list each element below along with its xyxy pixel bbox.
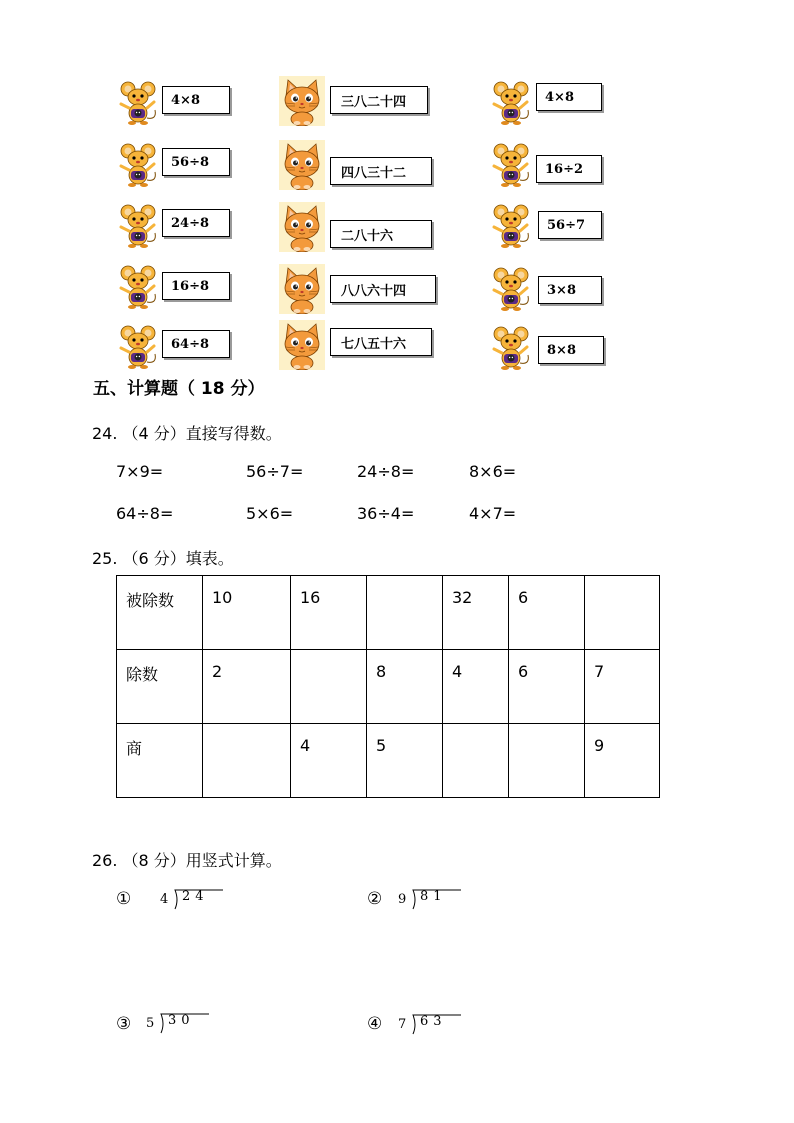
table-row-dividend	[117, 576, 660, 650]
table-row-quotient	[117, 724, 660, 798]
question-26-title: 26. （8 分）用竖式计算。	[92, 851, 282, 870]
left-expression-box[interactable]: 64÷8	[162, 330, 230, 358]
mouse-icon	[490, 142, 532, 188]
divisor: 4	[160, 892, 169, 907]
table-cell[interactable]: 6	[509, 576, 585, 650]
row-header-dividend: 被除数	[117, 576, 203, 650]
mouse-icon	[117, 203, 159, 249]
match-row	[0, 262, 794, 312]
calc-item: 5×6=	[246, 504, 294, 523]
right-expression-box[interactable]: 3×8	[538, 276, 602, 304]
cat-icon	[279, 320, 325, 370]
calc-item: 24÷8=	[357, 462, 415, 481]
mouse-icon	[490, 325, 532, 371]
divisor: 7	[398, 1017, 407, 1032]
middle-rhyme-box[interactable]: 八八六十四	[330, 275, 436, 303]
dividend: 30	[168, 1013, 195, 1028]
calc-item: 56÷7=	[246, 462, 304, 481]
table-cell[interactable]: 4	[443, 650, 509, 724]
mouse-icon	[490, 266, 532, 312]
table-cell[interactable]: 16	[291, 576, 367, 650]
problem-label: ③	[116, 1014, 132, 1034]
table-cell[interactable]	[367, 576, 443, 650]
cat-icon	[279, 76, 325, 126]
calc-item: 64÷8=	[116, 504, 174, 523]
calc-item: 8×6=	[469, 462, 517, 481]
division-table	[116, 575, 660, 798]
calc-item: 36÷4=	[357, 504, 415, 523]
table-cell[interactable]: 32	[443, 576, 509, 650]
problem-label: ④	[367, 1014, 383, 1034]
left-expression-box[interactable]: 16÷8	[162, 272, 230, 300]
table-cell[interactable]: 2	[203, 650, 291, 724]
middle-rhyme-box[interactable]: 四八三十二	[330, 157, 432, 185]
table-cell[interactable]: 4	[291, 724, 367, 798]
cat-icon	[279, 264, 325, 314]
table-cell[interactable]	[585, 576, 660, 650]
cat-icon	[279, 140, 325, 190]
right-expression-box[interactable]: 4×8	[536, 83, 602, 111]
calc-item: 7×9=	[116, 462, 164, 481]
table-cell[interactable]: 8	[367, 650, 443, 724]
section-title: 五、计算题（ 18 分）	[93, 379, 265, 399]
dividend: 63	[420, 1014, 447, 1029]
match-row	[0, 320, 794, 370]
left-expression-box[interactable]: 24÷8	[162, 209, 230, 237]
table-cell[interactable]	[203, 724, 291, 798]
right-expression-box[interactable]: 16÷2	[536, 155, 602, 183]
left-expression-box[interactable]: 4×8	[162, 86, 230, 114]
middle-rhyme-box[interactable]: 七八五十六	[330, 328, 432, 356]
mouse-icon	[490, 203, 532, 249]
mouse-icon	[117, 264, 159, 310]
table-cell[interactable]: 5	[367, 724, 443, 798]
table-cell[interactable]	[443, 724, 509, 798]
divisor: 9	[398, 892, 407, 907]
table-cell[interactable]	[291, 650, 367, 724]
question-24-title: 24. （4 分）直接写得数。	[92, 424, 282, 443]
right-expression-box[interactable]: 56÷7	[538, 211, 602, 239]
table-cell[interactable]: 6	[509, 650, 585, 724]
problem-label: ①	[116, 889, 132, 909]
mouse-icon	[117, 324, 159, 370]
problem-label: ②	[367, 889, 383, 909]
mouse-icon	[117, 80, 159, 126]
row-header-divisor: 除数	[117, 650, 203, 724]
dividend: 24	[182, 889, 209, 904]
middle-rhyme-box[interactable]: 二八十六	[330, 220, 432, 248]
table-cell[interactable]: 9	[585, 724, 660, 798]
left-expression-box[interactable]: 56÷8	[162, 148, 230, 176]
table-row-divisor	[117, 650, 660, 724]
table-cell[interactable]	[509, 724, 585, 798]
calc-item: 4×7=	[469, 504, 517, 523]
middle-rhyme-box[interactable]: 三八二十四	[330, 86, 428, 114]
right-expression-box[interactable]: 8×8	[538, 336, 604, 364]
cat-icon	[279, 202, 325, 252]
row-header-quotient: 商	[117, 724, 203, 798]
mouse-icon	[490, 80, 532, 126]
match-row	[0, 76, 794, 126]
match-row	[0, 200, 794, 250]
question-25-title: 25. （6 分）填表。	[92, 549, 234, 568]
dividend: 81	[420, 889, 447, 904]
mouse-icon	[117, 142, 159, 188]
table-cell[interactable]: 10	[203, 576, 291, 650]
divisor: 5	[146, 1016, 155, 1031]
table-cell[interactable]: 7	[585, 650, 660, 724]
match-row	[0, 140, 794, 190]
